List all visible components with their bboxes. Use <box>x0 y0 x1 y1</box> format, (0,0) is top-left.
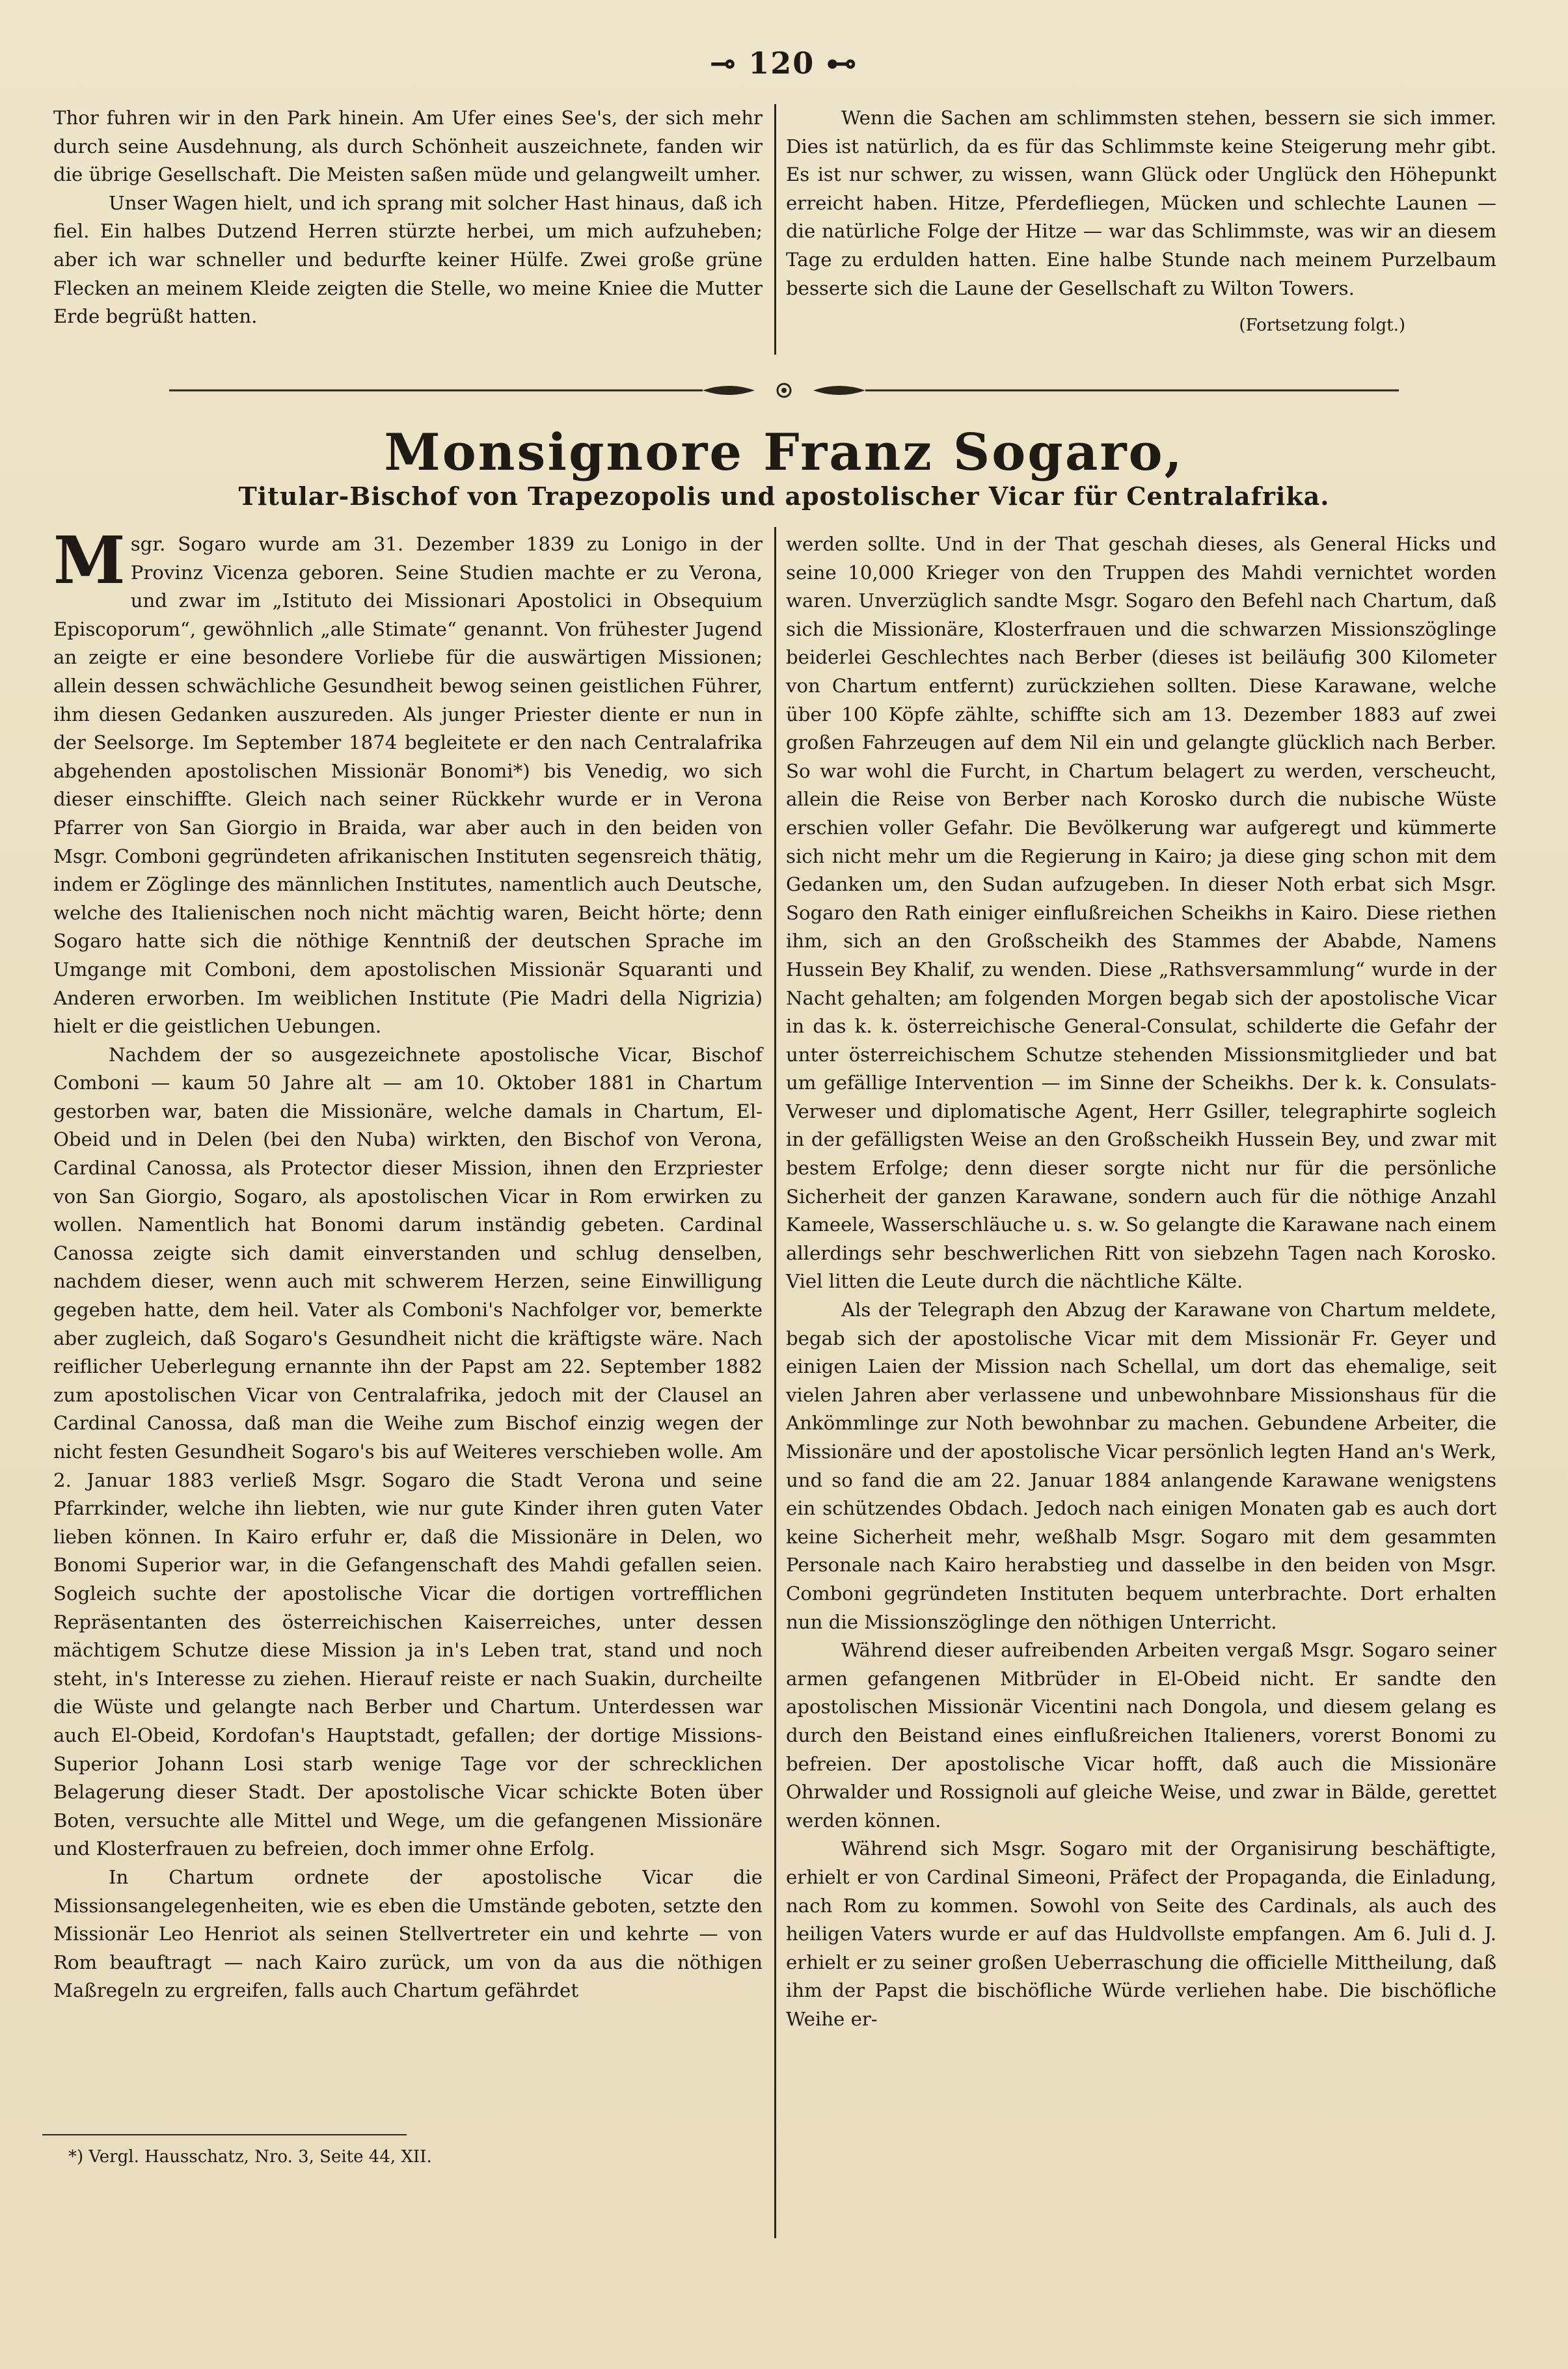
column-rule-top <box>774 104 776 355</box>
drop-cap: M <box>53 522 126 599</box>
paragraph: werden sollte. Und in der That geschah dieses, als General Hicks und seine 10,000 Krieger von den Truppen des Mahdi vernichtet worden waren. Unverzüglich sandte Msgr. Sogaro den Befehl nach Chartum, daß sich die Missionäre, Klosterfrauen und die schwarzen Missionszöglinge beiderlei Geschlechtes nach Berber (dieses ist beiläufig 300 Kilometer von Chartum entfernt) zurückziehen sollten. Diese Karawane, welche über 100 Köpfe zählte, schiffte sich am 13. Dezember 1883 auf zwei großen Fahrzeugen auf dem Nil ein und gelangte glücklich nach Berber. So war wohl die Furcht, in Chartum belagert zu werden, verscheucht, allein die Reise von Berber nach Korosko durch die nubische Wüste erschien voller Gefahr. Die Bevölkerung war aufgeregt und kümmerte sich nicht mehr um die Regierung in Kairo; ja diese ging schon mit dem Gedanken um, den Sudan aufzugeben. In dieser Noth erbat sich Msgr. Sogaro den Rath einiger einflußreichen Scheikhs in Kairo. Diese riethen ihm, sich an den Großscheikh des Stammes der Ababde, Namens Hussein Bey Khalif, zu wenden. Diese „Rathsversammlung“ wurde in der Nacht gehalten; am folgenden Morgen begab sich der apostolische Vicar in das k. k. österreichische General-Consulat, schilderte die Gefahr der unter österreichischem Schutze stehenden Missionsmitglieder und bat um gefällige Intervention — im Sinne der Scheikhs. Der k. k. Consulats-Verweser und diplomatische Agent, Herr Gsiller, telegraphirte sogleich in der gefälligsten Weise an den Großscheikh Hussein Bey, und zwar mit bestem Erfolge; denn dieser sorgte nicht nur für die persönliche Sicherheit der ganzen Karawane, sondern auch für die nöthige Anzahl Kameele, Wasserschläuche u. s. w. So gelangte die Karawane nach einem allerdings sehr beschwerlichen Ritt von siebzehn Tagen nach Korosko. Viel litten die Leute durch die nächtliche Kälte. <box>786 533 1496 1293</box>
column-rule-article <box>774 527 776 2238</box>
paragraph: Während dieser aufreibenden Arbeiten vergaß Msgr. Sogaro seiner armen gefangenen Mitbrüder in El-Obeid nicht. Er sandte den apostolischen Missionär Vicentini nach Dongola, und diesem gelang es durch den Beistand eines einflußreichen Italieners, vorerst Bonomi zu befreien. Der apostolische Vicar hofft, daß auch die Missionäre Ohrwalder und Rossignoli auf gleiche Weise, und zwar in Bälde, gerettet werden können. <box>786 1639 1496 1832</box>
article-title: Monsignore Franz Sogaro, <box>384 423 1184 482</box>
footnote-rule <box>42 2134 407 2135</box>
paragraph: Als der Telegraph den Abzug der Karawane von Chartum meldete, begab sich der apostolische Vicar mit dem Missionär Fr. Geyer und einigen Laien der Mission nach Schellal, um dort das ehemalige, seit vielen Jahren aber verlassene und unbewohnbare Missionshaus für die Ankömmlinge zur Noth bewohnbar zu machen. Gebundene Arbeiter, die Missionäre und der apostolische Vicar persönlich legten Hand an's Werk, und so fand die am 22. Januar 1884 anlangende Karawane wenigstens ein schützendes Obdach. Jedoch nach einigen Monaten gab es auch dort keine Sicherheit mehr, weßhalb Msgr. Sogaro mit dem gesammten Personale nach Kairo herabstieg und dasselbe in den beiden von Msgr. Comboni gegründeten Instituten bequem unterbrachte. Dort erhalten nun die Missionszöglinge den nöthigen Unterricht. <box>786 1299 1496 1633</box>
page-number: ⊸ 120 ⊷ <box>710 46 858 81</box>
ornament-right: ⊷ <box>826 46 858 81</box>
paragraph: Wenn die Sachen am schlimmsten stehen, bessern sie sich immer. Dies ist natürlich, da es für das Schlimmste keine Steigerung mehr gibt. Es ist nur schwer, zu wissen, wann Glück oder Unglück den Höhepunkt erreicht haben. Hitze, Pferdefliegen, Mücken und schlechte Launen — die natürliche Folge der Hitze — war das Schlimmste, was wir an diesem Tage zu erdulden hatten. Eine halbe Stunde nach meinem Purzelbaum besserte sich die Laune der Gesellschaft zu Wilton Towers. <box>786 107 1496 299</box>
article-subtitle: Titular-Bischof von Trapezopolis und apostolischer Vicar für Centralafrika. <box>238 481 1330 511</box>
top-right-column <box>786 104 1496 340</box>
continued-note: (Fortsetzung folgt.) <box>1239 316 1405 336</box>
ornament-left: ⊸ <box>710 46 737 81</box>
article-right-column <box>786 530 1496 2033</box>
paragraph: sgr. Sogaro wurde am 31. Dezember 1839 zu Lonigo in der Provinz Vicenza geboren. Seine Studien machte er zu Verona, und zwar im „Istituto dei Missionari Apostolici in Obsequium Episcoporum“, gewöhnlich „alle Stimate“ genannt. Von frühester Jugend an zeigte er eine besondere Vorliebe für die auswärtigen Missionen; allein dessen schwächliche Gesundheit bewog seinen geistlichen Führer, ihm diesen Gedanken auszureden. Als junger Priester diente er nun in der Seelsorge. Im September 1874 begleitete er den nach Centralafrika abgehenden apostolischen Missionär Bonomi*) bis Venedig, wo sich dieser einschiffte. Gleich nach seiner Rückkehr wurde er in Verona Pfarrer von San Giorgio in Braida, war aber auch in den beiden von Msgr. Comboni gegründeten afrikanischen Instituten segensreich thätig, indem er Zöglinge des männlichen Institutes, namentlich auch Deutsche, welche des Italienischen noch nicht mächtig waren, Beicht hörte; denn Sogaro hatte sich die nöthige Kenntniß der deutschen Sprache im Umgange mit Comboni, dem apostolischen Missionär Squaranti und Anderen erworben. Im weiblichen Institute (Pie Madri della Nigrizia) hielt er die geistlichen Uebungen. <box>53 533 763 1038</box>
ornamental-divider <box>169 381 1399 399</box>
footnote: *) Vergl. Hausschatz, Nro. 3, Seite 44, XII. <box>68 2147 432 2167</box>
top-left-column <box>53 104 763 331</box>
paragraph: Nachdem der so ausgezeichnete apostolische Vicar, Bischof Comboni — kaum 50 Jahre alt — am 10. Oktober 1881 in Chartum gestorben war, baten die Missionäre, welche damals in Chartum, El-Obeid und in Delen (bei den Nuba) wirkten, den Bischof von Verona, Cardinal Canossa, als Protector dieser Mission, ihnen den Erzpriester von San Giorgio, Sogaro, als apostolischen Vicar in Rom erwirken zu wollen. Namentlich hat Bonomi darum inständig gebeten. Cardinal Canossa zeigte sich damit einverstanden und schlug denselben, nachdem dieser, wenn auch mit schwerem Herzen, seine Einwilligung gegeben hatte, dem heil. Vater als Comboni's Nachfolger vor, bemerkte aber zugleich, daß Sogaro's Gesundheit nicht die kräftigste wäre. Nach reiflicher Ueberlegung ernannte ihn der Papst am 22. September 1882 zum apostolischen Vicar von Centralafrika, jedoch mit der Clausel an Cardinal Canossa, daß man die Weihe zum Bischof einzig wegen der nicht festen Gesundheit Sogaro's bis auf Weiteres verschieben wolle. Am 2. Januar 1883 verließ Msgr. Sogaro die Stadt Verona und seine Pfarrkinder, welche ihn liebten, wie nur gute Kinder ihren guten Vater lieben können. In Kairo erfuhr er, daß die Missionäre in Delen, wo Bonomi Superior war, in die Gefangenschaft des Mahdi gefallen seien. Sogleich suchte der apostolische Vicar die dortigen vortrefflichen Repräsentanten des österreichischen Kaiserreiches, unter dessen mächtigem Schutze diese Mission ja in's Leben trat, stand und noch steht, in's Interesse zu ziehen. Hierauf reiste er nach Suakin, durcheilte die Wüste und gelangte nach Berber und Chartum. Unterdessen war auch El-Obeid, Kordofan's Hauptstadt, gefallen; der dortige Missions-Superior Johann Losi starb wenige Tage vor der schrecklichen Belagerung dieser Stadt. Der apostolische Vicar schickte Boten über Boten, versuchte alle Mittel und Wege, um die gefangenen Missionäre und Klosterfrauen zu befreien, doch immer ohne Erfolg. <box>53 1043 763 1860</box>
paragraph: Unser Wagen hielt, und ich sprang mit solcher Hast hinaus, daß ich fiel. Ein halbes Dutzend Herren stürzte herbei, um mich aufzuheben; aber ich war schneller und bedurfte keiner Hülfe. Zwei große grüne Flecken an meinem Kleide zeigten die Stelle, wo meine Kniee die Mutter Erde begrüßt hatten. <box>53 191 763 328</box>
paragraph: In Chartum ordnete der apostolische Vicar die Missionsangelegenheiten, wie es eben die Umstände geboten, setzte den Missionär Leo Henriot als seinen Stellvertreter ein und kehrte — von Rom beauftragt — nach Kairo zurück, um von da aus die nöthigen Maßregeln zu ergreifen, falls auch Chartum gefährdet <box>53 1865 763 2002</box>
article-left-column <box>53 522 763 2005</box>
paragraph: Während sich Msgr. Sogaro mit der Organisirung beschäftigte, erhielt er von Cardinal Simeoni, Präfect der Propaganda, die Einladung, nach Rom zu kommen. Sowohl von Seite des Cardinals, als auch des heiligen Vaters wurde er auf das Huldvollste empfangen. Am 6. Juli d. J. erhielt er zu seiner großen Ueberraschung die officielle Mittheilung, daß ihm der Papst die bischöfliche Würde verliehen habe. Die bischöfliche Weihe er- <box>786 1837 1496 2030</box>
paragraph: Thor fuhren wir in den Park hinein. Am Ufer eines See's, der sich mehr durch seine Ausdehnung, als durch Schönheit auszeichnete, fanden wir die übrige Gesellschaft. Die Meisten saßen müde und gelangweilt umher. <box>53 107 763 186</box>
